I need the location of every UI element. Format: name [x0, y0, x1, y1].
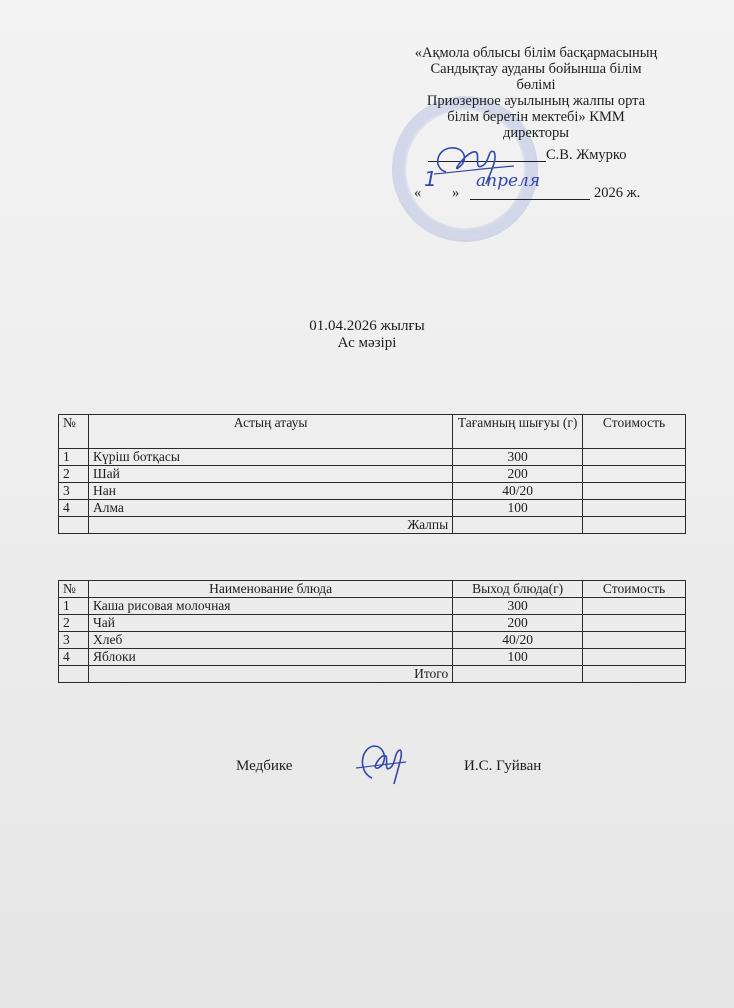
table-row: [59, 615, 686, 632]
col-header: Стоимость: [583, 415, 686, 449]
table-row: [59, 598, 686, 615]
menu-date: 01.04.2026 жылғы: [309, 318, 425, 334]
menu-table-ru: [58, 580, 686, 683]
dish-cost: [583, 500, 686, 517]
dish-cost: [583, 632, 686, 649]
row-number: 3: [59, 632, 89, 649]
dish-yield: 100: [453, 500, 583, 517]
table-row: [59, 649, 686, 666]
dish-yield: 300: [453, 449, 583, 466]
table-row: [59, 632, 686, 649]
col-header: Астың атауы: [88, 415, 452, 449]
dish-yield: 200: [453, 615, 583, 632]
date-blank: [470, 199, 590, 200]
approval-line: Сандықтау ауданы бойынша білім: [430, 61, 642, 77]
dish-name: Яблоки: [88, 649, 452, 666]
dish-name: Шай: [88, 466, 452, 483]
nurse-signature: [352, 738, 408, 788]
col-header: Тағамның шығуы (г): [453, 415, 583, 449]
row-number: 3: [59, 483, 89, 500]
row-number: 4: [59, 649, 89, 666]
dish-yield: 40/20: [453, 483, 583, 500]
dish-name: Нан: [88, 483, 452, 500]
date-day: 1: [424, 167, 437, 191]
dish-name: Күріш ботқасы: [88, 449, 452, 466]
table-row: [59, 449, 686, 466]
col-header: Наименование блюда: [88, 581, 452, 598]
table-header-row: [59, 415, 686, 449]
col-header: Стоимость: [583, 581, 686, 598]
approval-line: Приозерное ауылының жалпы орта: [426, 93, 646, 109]
table-row: [59, 466, 686, 483]
total-label: Жалпы: [88, 517, 452, 534]
row-number: 1: [59, 449, 89, 466]
table-header-row: [59, 581, 686, 598]
dish-name: Каша рисовая молочная: [88, 598, 452, 615]
dish-cost: [583, 598, 686, 615]
table-row: [59, 500, 686, 517]
nurse-role: Медбике: [236, 758, 293, 774]
approval-line: білім беретін мектебі» КММ: [447, 109, 625, 125]
table-row: [59, 483, 686, 500]
total-row: [59, 517, 686, 534]
col-header: Выход блюда(г): [453, 581, 583, 598]
dish-name: Чай: [88, 615, 452, 632]
dish-yield: 40/20: [453, 632, 583, 649]
dish-cost: [583, 449, 686, 466]
row-number: 2: [59, 615, 89, 632]
total-row: [59, 666, 686, 683]
dish-cost: [583, 649, 686, 666]
approval-line: бөлімі: [516, 77, 556, 93]
dish-yield: 100: [453, 649, 583, 666]
dish-cost: [583, 615, 686, 632]
dish-cost: [583, 483, 686, 500]
date-year: 2026 ж.: [594, 185, 641, 201]
col-header: №: [59, 415, 89, 449]
nurse-name: И.С. Гуйван: [464, 758, 542, 774]
menu-title: Ас мәзірі: [337, 335, 397, 351]
total-label: Итого: [88, 666, 452, 683]
approval-date: « 1 » апреля 2026 ж.: [414, 167, 641, 201]
approval-line: «Ақмола облысы білім басқармасының: [414, 45, 658, 61]
director-name: С.В. Жмурко: [546, 147, 627, 163]
dish-name: Хлеб: [88, 632, 452, 649]
row-number: 2: [59, 466, 89, 483]
row-number: 1: [59, 598, 89, 615]
dish-yield: 200: [453, 466, 583, 483]
dish-name: Алма: [88, 500, 452, 517]
dish-cost: [583, 466, 686, 483]
approval-line: директоры: [502, 125, 570, 141]
menu-heading: [0, 318, 734, 352]
col-header: №: [59, 581, 89, 598]
director-signature: [428, 138, 518, 188]
date-month: апреля: [476, 171, 541, 191]
dish-yield: 300: [453, 598, 583, 615]
row-number: 4: [59, 500, 89, 517]
menu-table-kz: [58, 414, 686, 534]
